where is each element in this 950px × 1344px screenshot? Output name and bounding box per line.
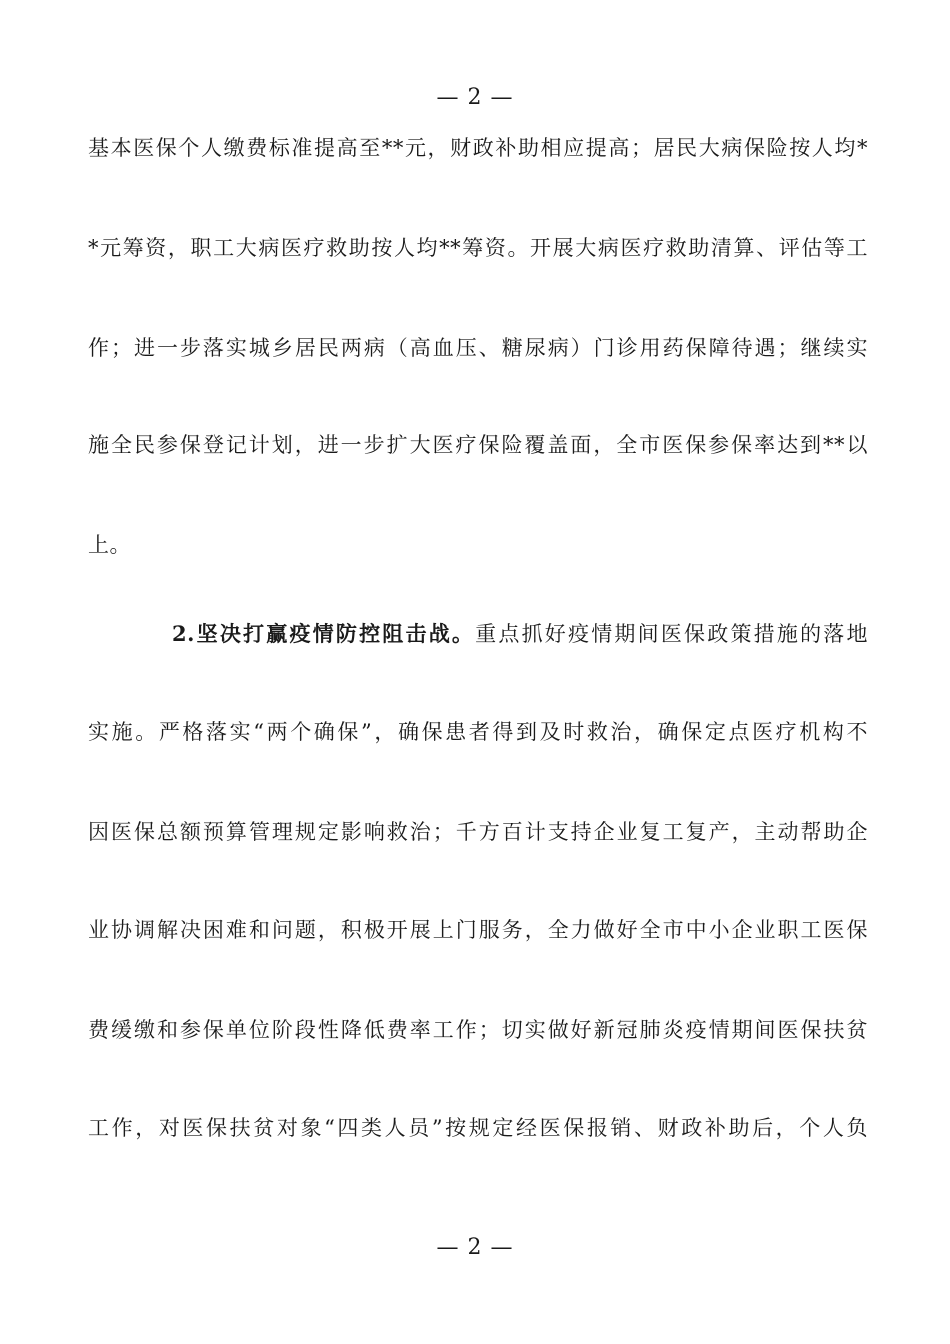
paragraph-line: 业协调解决困难和问题，积极开展上门服务，全力做好全市中小企业职工医保 [88,918,868,942]
paragraph-line: 作；进一步落实城乡居民两病（高血压、糖尿病）门诊用药保障待遇；继续实 [88,336,868,360]
section-2-first-line-text: 重点抓好疫情期间医保政策措施的落地 [475,622,869,646]
paragraph-line: 费缓缴和参保单位阶段性降低费率工作；切实做好新冠肺炎疫情期间医保扶贫 [88,1018,868,1042]
paragraph-line: 施全民参保登记计划，进一步扩大医疗保险覆盖面，全市医保参保率达到**以 [88,433,868,457]
paragraph-line: *元筹资，职工大病医疗救助按人均**筹资。开展大病医疗救助清算、评估等工 [88,236,868,260]
page-number-footer: — 2 — [436,1235,514,1260]
paragraph-line: 基本医保个人缴费标准提高至**元，财政补助相应提高；居民大病保险按人均* [88,136,868,160]
section-2-heading: 2.坚决打赢疫情防控阻击战。 [172,621,476,646]
section-2-first-line [172,619,868,649]
paragraph-line: 实施。严格落实“两个确保”，确保患者得到及时救治，确保定点医疗机构不 [88,720,868,744]
page-number-header: — 2 — [436,85,514,110]
paragraph-line: 上。 [88,533,131,557]
paragraph-line: 因医保总额预算管理规定影响救治；千方百计支持企业复工复产，主动帮助企 [88,820,868,844]
paragraph-line: 工作，对医保扶贫对象“四类人员”按规定经医保报销、财政补助后，个人负 [88,1116,868,1140]
